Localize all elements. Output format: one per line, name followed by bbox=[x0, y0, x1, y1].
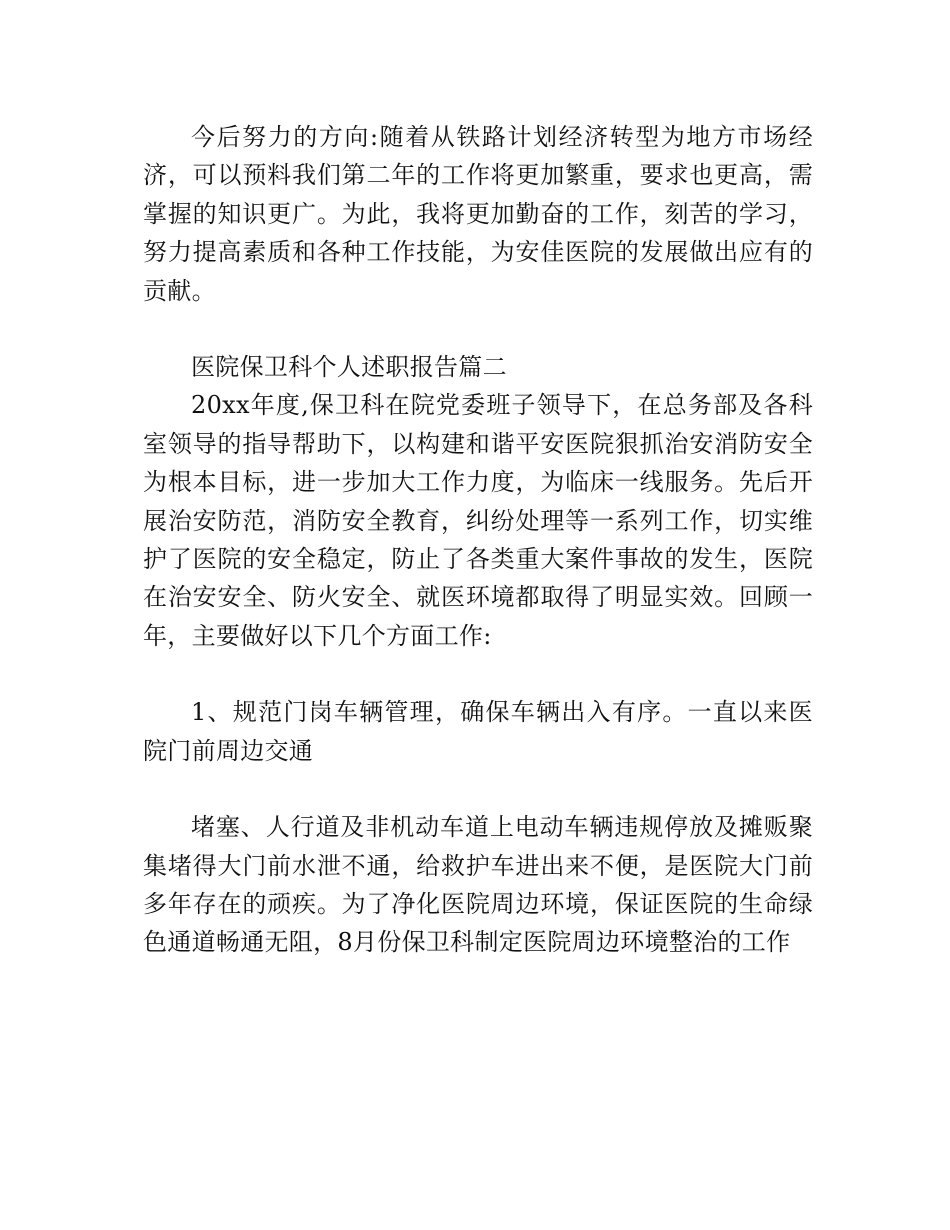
paragraph-item-1-continued: 堵塞、人行道及非机动车道上电动车辆违规停放及摊贩聚集堵得大门前水泄不通，给救护车进出来不便，是医院大门前多年存在的顽疾。为了净化医院周边环境，保证医院的生命绿色通道畅通无阻，8月份保卫科制定医院周边环境整治的工作 bbox=[143, 813, 813, 957]
section-heading: 医院保卫科个人述职报告篇二 bbox=[191, 353, 507, 382]
paragraph-item-1: 1、规范门岗车辆管理，确保车辆出入有序。一直以来医院门前周边交通 bbox=[143, 698, 813, 765]
paragraph-spacer bbox=[143, 310, 813, 348]
paragraph-spacer bbox=[143, 770, 813, 808]
paragraph-annual-summary: 20xx年度,保卫科在院党委班子领导下，在总务部及各科室领导的指导帮助下，以构建和谐平安医院狠抓治安消防安全为根本目标，进一步加大工作力度，为临床一线服务。先后开展治安防范，消防安全教育，纠纷处理等一系列工作，切实维护了医院的安全稳定，防止了各类重大案件事故的发生，医院在治安安全、防火安全、就医环境都取得了明显实效。回顾一年，主要做好以下几个方面工作: bbox=[143, 391, 813, 650]
paragraph-spacer bbox=[143, 655, 813, 693]
paragraph-future-direction: 今后努力的方向:随着从铁路计划经济转型为地方市场经济，可以预料我们第二年的工作将更加繁重，要求也更高，需掌握的知识更广。为此，我将更加勤奋的工作，刻苦的学习，努力提高素质和各种工作技能，为安佳医院的发展做出应有的贡献。 bbox=[143, 123, 813, 305]
document-body bbox=[143, 118, 813, 962]
